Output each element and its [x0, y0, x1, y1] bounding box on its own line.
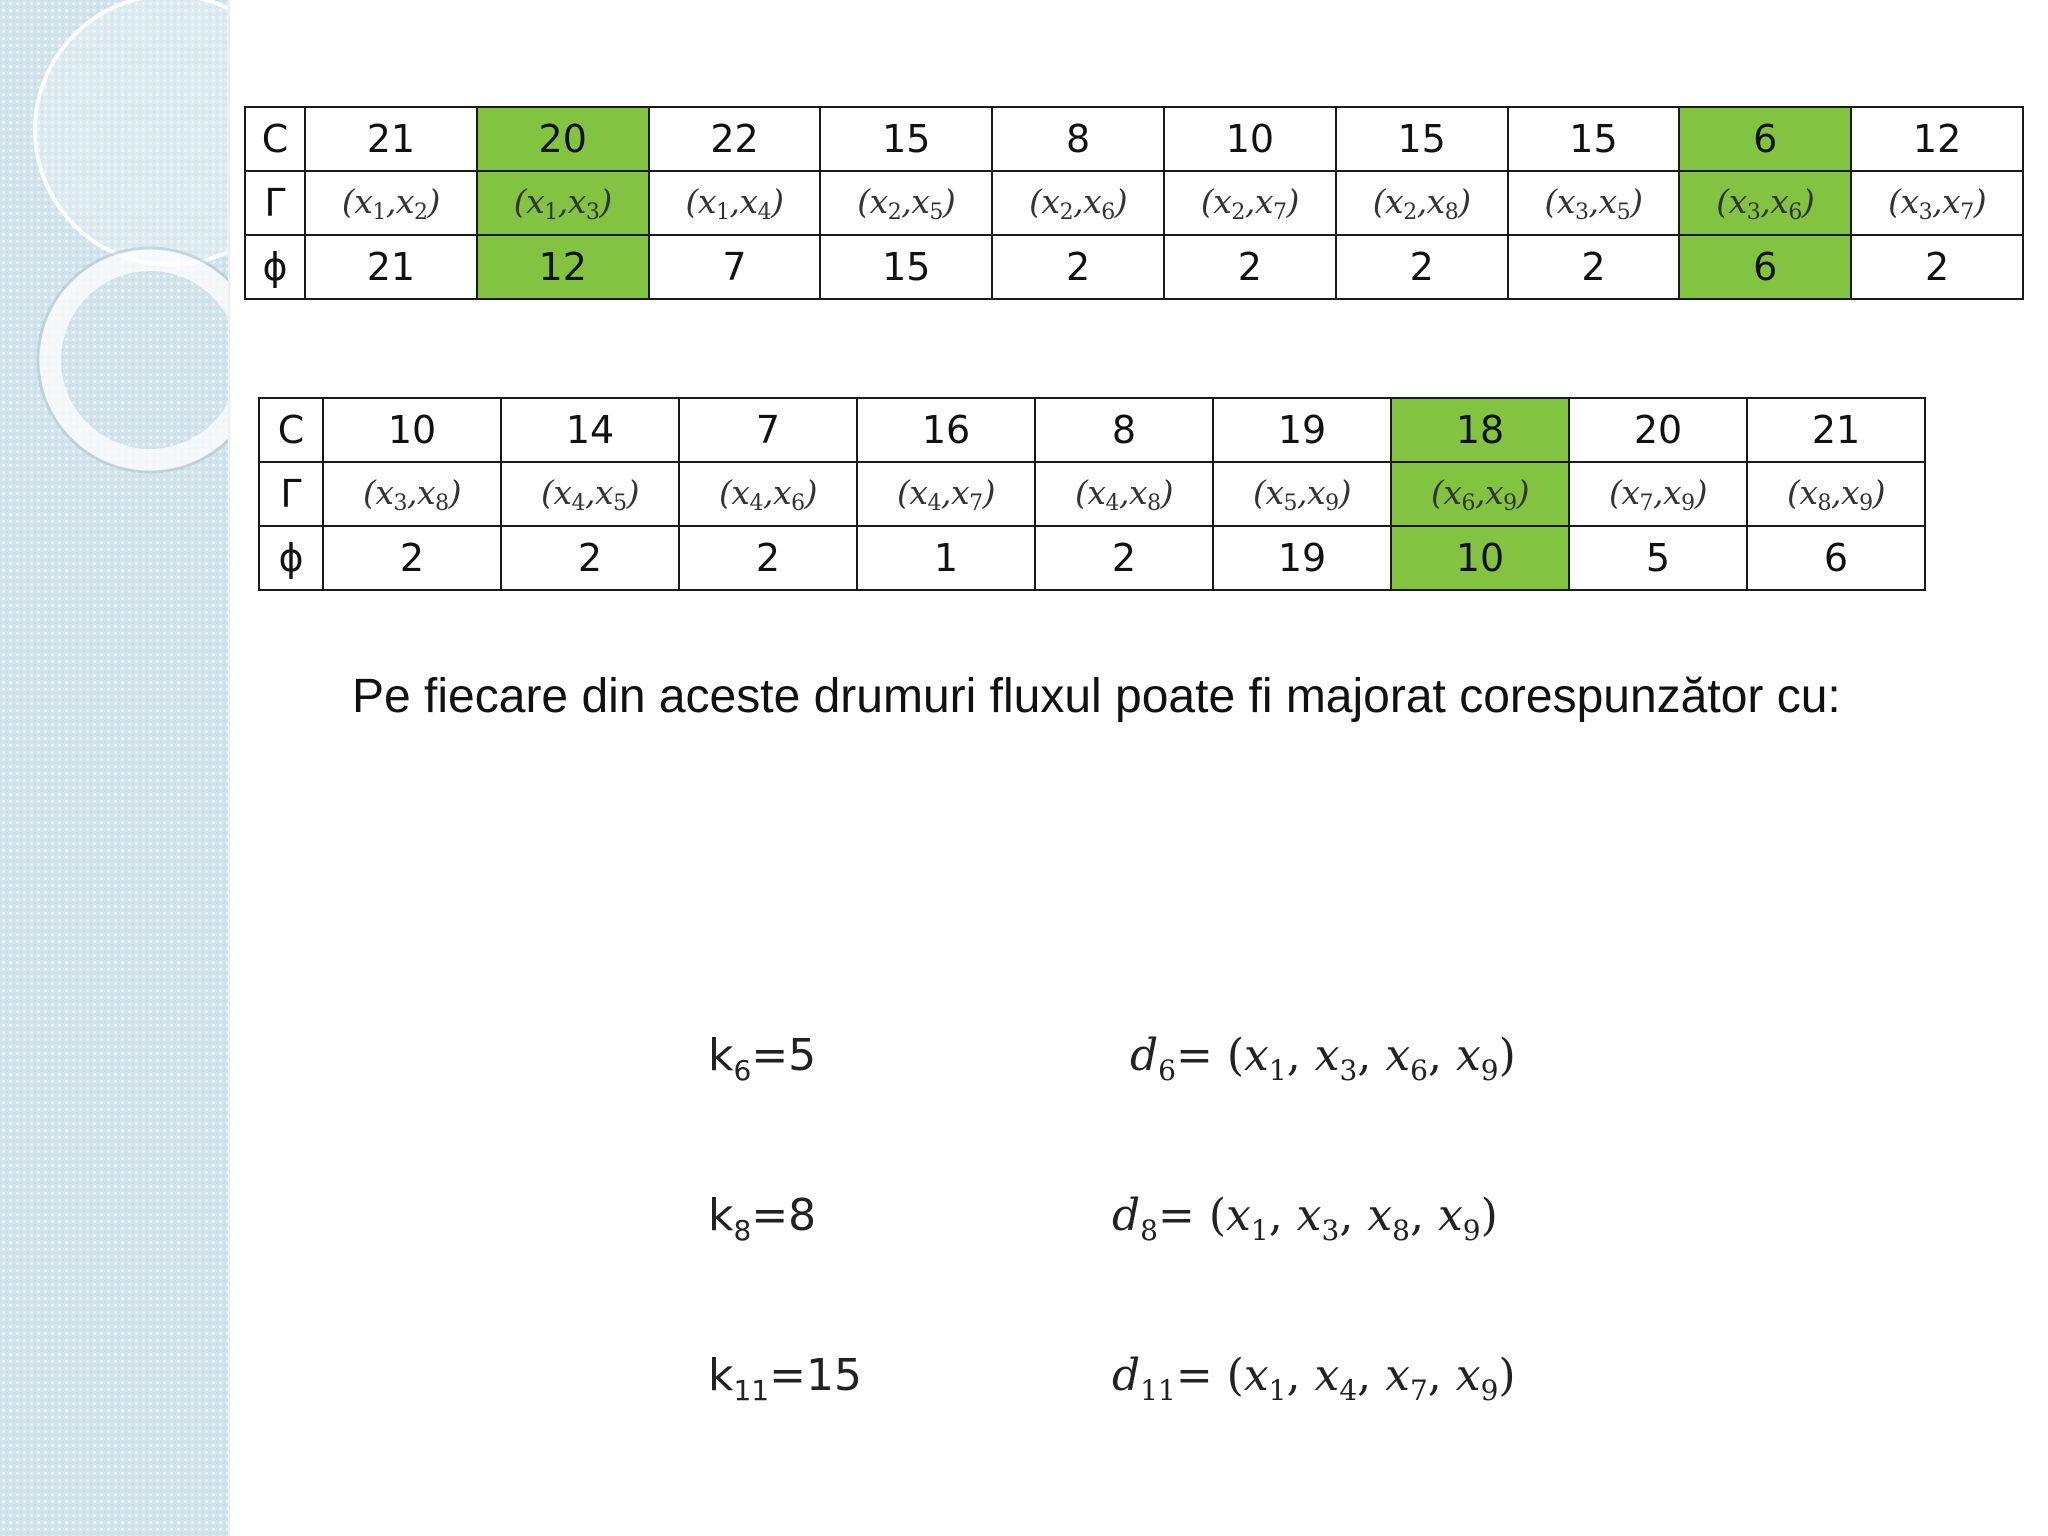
- path-name: d: [1130, 1030, 1159, 1081]
- arc-to-index: 7: [1960, 199, 1974, 225]
- arc-to-index: 4: [757, 199, 772, 225]
- node-var: x: [1296, 1190, 1322, 1241]
- arc-from-index: 4: [927, 490, 941, 516]
- node-var: x: [1385, 1350, 1410, 1401]
- k-subscript: 8: [733, 1214, 752, 1247]
- capacity-cell: 10: [323, 398, 501, 462]
- arc-cell: $(x_2,x_8)$: [1336, 171, 1508, 235]
- arc-from-index: 8: [1817, 490, 1831, 516]
- capacity-cell: 6: [1679, 107, 1851, 171]
- path-subscript: 8: [1140, 1214, 1158, 1247]
- node-index: 1: [1250, 1214, 1269, 1247]
- flow-table-1: [244, 106, 2024, 300]
- path-name: d: [1112, 1350, 1141, 1401]
- row-label: C: [259, 398, 323, 462]
- capacity-cell: 15: [820, 107, 992, 171]
- arc-from-index: 4: [1105, 490, 1119, 516]
- capacity-cell: 7: [679, 398, 857, 462]
- arc-to-index: 9: [1325, 490, 1339, 516]
- decorative-rings: [0, 0, 228, 520]
- table-row: [245, 235, 2023, 299]
- flow-cell: 2: [1336, 235, 1508, 299]
- arc-cell: $(x_2,x_7)$: [1164, 171, 1336, 235]
- arc-from-index: 6: [1461, 490, 1475, 516]
- flow-cell: 2: [1508, 235, 1680, 299]
- flow-cell: 2: [679, 526, 857, 590]
- capacity-cell: 15: [1508, 107, 1680, 171]
- arc-cell: $(x_3,x_5)$: [1508, 171, 1680, 235]
- arc-to-index: 3: [585, 199, 600, 225]
- node-index: 1: [1268, 1054, 1287, 1087]
- arc-from-index: 3: [1574, 199, 1589, 225]
- arc-to-index: 9: [1681, 490, 1695, 516]
- node-var: x: [1314, 1030, 1340, 1081]
- arc-from-index: 1: [716, 199, 730, 225]
- arc-cell: $(x_4,x_7)$: [857, 462, 1035, 526]
- arc-cell: $(x_3,x_8)$: [323, 462, 501, 526]
- table-row: [259, 462, 1925, 526]
- arc-to-index: 9: [1859, 490, 1873, 516]
- arc-cell: $(x_5,x_9)$: [1213, 462, 1391, 526]
- arc-cell: $(x_1,x_4)$: [649, 171, 821, 235]
- node-index: 8: [1392, 1214, 1410, 1247]
- node-index: 4: [1339, 1374, 1358, 1407]
- node-index: 7: [1409, 1374, 1428, 1407]
- node-var: x: [1244, 1030, 1269, 1081]
- arc-to-index: 8: [1444, 199, 1459, 225]
- arc-from-index: 3: [1918, 199, 1933, 225]
- node-var: x: [1455, 1030, 1481, 1081]
- flow-cell: 6: [1747, 526, 1925, 590]
- k-value-1: $k_8=8$: [708, 1190, 817, 1247]
- table-row: [259, 398, 1925, 462]
- path-subscript: 11: [1140, 1374, 1176, 1407]
- flow-cell: 2: [1851, 235, 2023, 299]
- node-index: 9: [1462, 1214, 1481, 1247]
- flow-cell: 2: [323, 526, 501, 590]
- flow-cell: 15: [820, 235, 992, 299]
- arc-to-index: 6: [1788, 199, 1802, 225]
- capacity-cell: 8: [1035, 398, 1213, 462]
- flow-cell: 7: [649, 235, 821, 299]
- capacity-cell: 18: [1391, 398, 1569, 462]
- arc-from-index: 3: [393, 490, 407, 516]
- capacity-cell: 21: [305, 107, 477, 171]
- arc-to-index: 8: [435, 490, 449, 516]
- flow-cell: 2: [992, 235, 1164, 299]
- flow-cell: 6: [1679, 235, 1851, 299]
- explanation-paragraph: Pe fiecare din aceste drumuri fluxul poate fi majorat corespunzător cu:: [352, 670, 1841, 723]
- arc-from-index: 7: [1639, 490, 1653, 516]
- path-name: d: [1112, 1190, 1141, 1241]
- flow-table-2: [258, 397, 1926, 591]
- arc-cell: $(x_8,x_9)$: [1747, 462, 1925, 526]
- arc-to-index: 9: [1503, 490, 1517, 516]
- arc-to-index: 5: [613, 490, 627, 516]
- flow-cell: 21: [305, 235, 477, 299]
- arc-to-index: 7: [1273, 199, 1287, 225]
- row-label: C: [245, 107, 305, 171]
- node-index: 9: [1480, 1374, 1499, 1407]
- arc-cell: $(x_1,x_2)$: [305, 171, 477, 235]
- arc-to-index: 8: [1147, 490, 1161, 516]
- path-subscript: 6: [1158, 1054, 1176, 1087]
- table-row: [259, 526, 1925, 590]
- node-index: 3: [1339, 1054, 1358, 1087]
- arc-from-index: 2: [1059, 199, 1074, 225]
- row-label: ϕ: [245, 235, 305, 299]
- table-row: [245, 171, 2023, 235]
- capacity-cell: 14: [501, 398, 679, 462]
- arc-from-index: 4: [571, 490, 585, 516]
- arc-cell: $(x_3,x_6)$: [1679, 171, 1851, 235]
- capacity-cell: 12: [1851, 107, 2023, 171]
- path-0: $d_6= (x_1$, $x_3$, $x_6$, $x_9$): [1130, 1030, 1516, 1087]
- node-index: 9: [1480, 1054, 1499, 1087]
- arc-cell: $(x_1,x_3)$: [477, 171, 649, 235]
- arc-from-index: 1: [372, 199, 386, 225]
- arc-cell: $(x_2,x_6)$: [992, 171, 1164, 235]
- arc-to-index: 5: [929, 199, 943, 225]
- capacity-cell: 16: [857, 398, 1035, 462]
- arc-to-index: 6: [1101, 199, 1115, 225]
- capacity-cell: 20: [477, 107, 649, 171]
- capacity-cell: 19: [1213, 398, 1391, 462]
- k-subscript: 6: [733, 1054, 752, 1087]
- node-var: x: [1455, 1350, 1481, 1401]
- row-label: ϕ: [259, 526, 323, 590]
- node-var: x: [1385, 1030, 1411, 1081]
- arc-cell: $(x_6,x_9)$: [1391, 462, 1569, 526]
- arc-cell: $(x_4,x_8)$: [1035, 462, 1213, 526]
- arc-from-index: 2: [1231, 199, 1245, 225]
- arc-from-index: 5: [1283, 490, 1297, 516]
- node-index: 1: [1268, 1374, 1287, 1407]
- node-var: x: [1243, 1350, 1269, 1401]
- table-row: [245, 107, 2023, 171]
- node-index: 3: [1321, 1214, 1340, 1247]
- flow-cell: 12: [477, 235, 649, 299]
- node-index: 6: [1410, 1054, 1428, 1087]
- row-label: Γ: [259, 462, 323, 526]
- flow-cell: 5: [1569, 526, 1747, 590]
- path-2: $d_{11}= (x_1$, $x_4$, $x_7$, $x_9$): [1112, 1350, 1516, 1407]
- k-value-0: $k_6=5$: [708, 1030, 817, 1087]
- arc-from-index: 2: [1403, 199, 1417, 225]
- flow-cell: 2: [1164, 235, 1336, 299]
- flow-cell: 19: [1213, 526, 1391, 590]
- capacity-cell: 15: [1336, 107, 1508, 171]
- arc-to-index: 6: [791, 490, 805, 516]
- node-var: x: [1367, 1190, 1393, 1241]
- flow-cell: 10: [1391, 526, 1569, 590]
- arc-to-index: 7: [969, 490, 983, 516]
- arc-to-index: 2: [414, 199, 428, 225]
- decorative-side-band: [0, 0, 230, 1536]
- node-var: x: [1314, 1350, 1340, 1401]
- flow-cell: 2: [501, 526, 679, 590]
- capacity-cell: 22: [649, 107, 821, 171]
- arc-cell: $(x_7,x_9)$: [1569, 462, 1747, 526]
- path-1: $d_8= (x_1$, $x_3$, $x_8$, $x_9$): [1112, 1190, 1498, 1247]
- flow-cell: 2: [1035, 526, 1213, 590]
- capacity-cell: 20: [1569, 398, 1747, 462]
- capacity-cell: 8: [992, 107, 1164, 171]
- arc-from-index: 2: [887, 199, 902, 225]
- arc-cell: $(x_4,x_6)$: [679, 462, 857, 526]
- arc-from-index: 3: [1746, 199, 1761, 225]
- arc-cell: $(x_3,x_7)$: [1851, 171, 2023, 235]
- arc-from-index: 1: [544, 199, 558, 225]
- arc-cell: $(x_2,x_5)$: [820, 171, 992, 235]
- arc-from-index: 4: [749, 490, 763, 516]
- arc-to-index: 5: [1616, 199, 1631, 225]
- flow-cell: 1: [857, 526, 1035, 590]
- k-subscript: 11: [733, 1374, 770, 1407]
- arc-cell: $(x_4,x_5)$: [501, 462, 679, 526]
- capacity-cell: 10: [1164, 107, 1336, 171]
- row-label: Γ: [245, 171, 305, 235]
- node-var: x: [1437, 1190, 1463, 1241]
- capacity-cell: 21: [1747, 398, 1925, 462]
- node-var: x: [1226, 1190, 1251, 1241]
- k-value-2: $k_{11}=15$: [708, 1350, 862, 1407]
